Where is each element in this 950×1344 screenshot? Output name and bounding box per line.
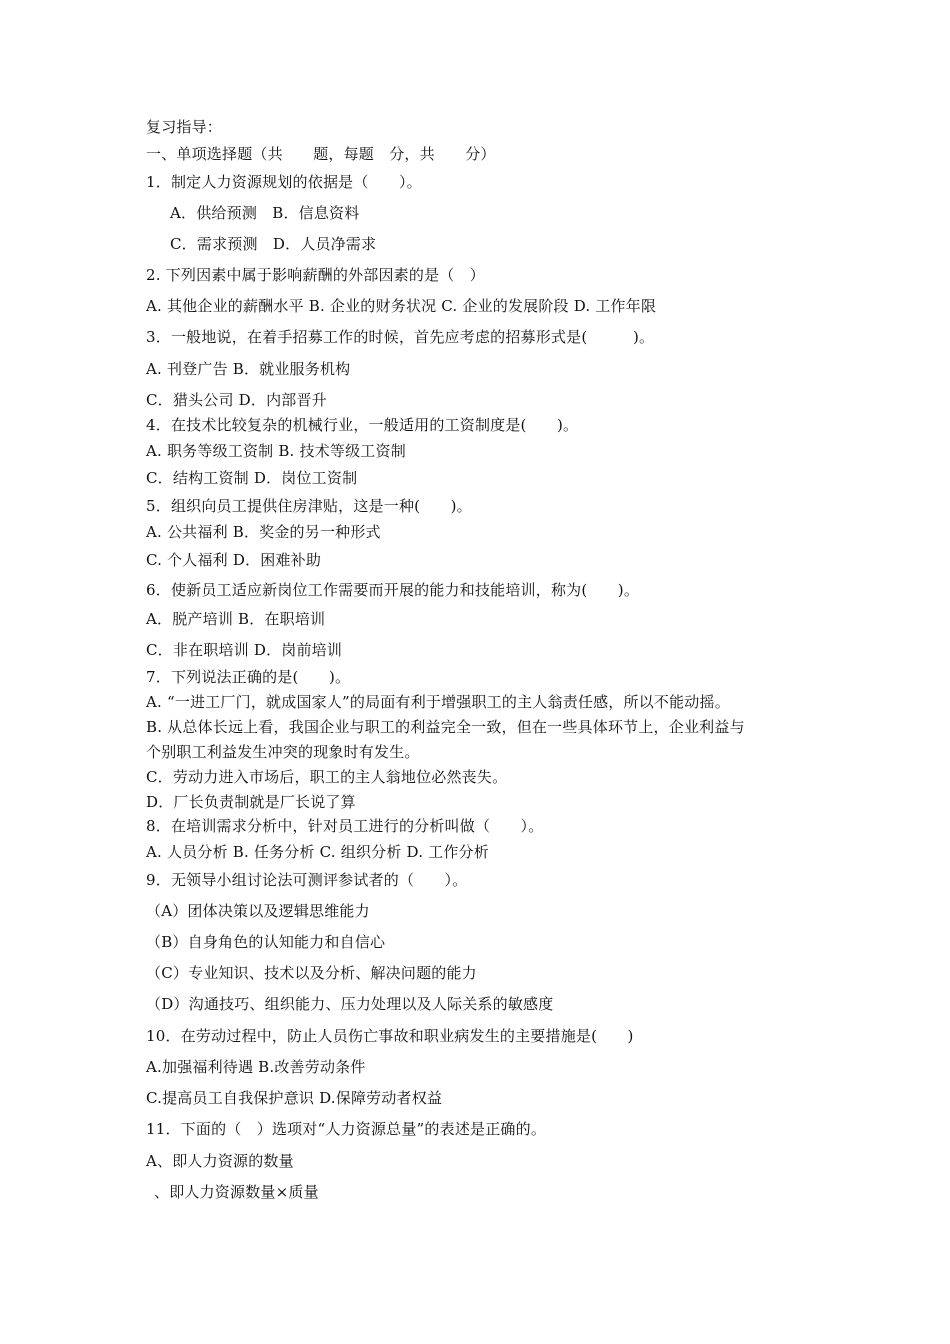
section-title: 一、单项选择题（共 题，每题 分，共 分） bbox=[146, 145, 496, 163]
question-7-option-d: D．厂长负责制就是厂长说了算 bbox=[146, 793, 356, 811]
question-9: 9．无领导小组讨论法可测评参试者的（ ）。 bbox=[146, 871, 468, 889]
question-11: 11．下面的（ ）选项对“人力资源总量”的表述是正确的。 bbox=[146, 1120, 547, 1138]
question-7-option-c: C．劳动力进入市场后，职工的主人翁地位必然丧失。 bbox=[146, 768, 508, 786]
question-11-option-b: 、即人力资源数量×质量 bbox=[154, 1183, 319, 1201]
question-9-option-a: （A）团体决策以及逻辑思维能力 bbox=[146, 902, 370, 920]
question-10-options-ab: A.加强福利待遇 B.改善劳动条件 bbox=[146, 1058, 366, 1076]
document-heading: 复习指导： bbox=[146, 118, 223, 136]
question-1-options-ab: A．供给预测 B．信息资料 bbox=[170, 204, 360, 222]
question-3-options-cd: C．猎头公司 D．内部晋升 bbox=[146, 391, 327, 409]
question-1-options-cd: C．需求预测 D．人员净需求 bbox=[170, 235, 377, 253]
question-9-option-b: （B）自身角色的认知能力和自信心 bbox=[146, 933, 386, 951]
question-7-option-a: A. “一进工厂门，就成国家人”的局面有利于增强职工的主人翁责任感，所以不能动摇。 bbox=[146, 693, 730, 711]
question-9-option-c: （C）专业知识、技术以及分析、解决问题的能力 bbox=[146, 964, 477, 982]
question-7-option-b-continued: 个别职工利益发生冲突的现象时有发生。 bbox=[146, 743, 420, 761]
question-1: 1．制定人力资源规划的依据是（ ）。 bbox=[146, 173, 422, 191]
question-7-option-b: B. 从总体长远上看，我国企业与职工的利益完全一致，但在一些具体环节上，企业利益与 bbox=[146, 718, 745, 736]
question-3-options-ab: A. 刊登广告 B．就业服务机构 bbox=[146, 360, 351, 378]
question-6-options-cd: C．非在职培训 D．岗前培训 bbox=[146, 641, 343, 659]
question-10: 10．在劳动过程中，防止人员伤亡事故和职业病发生的主要措施是( ) bbox=[146, 1027, 634, 1045]
question-8: 8．在培训需求分析中，针对员工进行的分析叫做（ ）。 bbox=[146, 817, 544, 835]
question-8-options: A. 人员分析 B. 任务分析 C. 组织分析 D. 工作分析 bbox=[146, 843, 489, 861]
question-3: 3．一般地说，在着手招募工作的时候，首先应考虑的招募形式是( )。 bbox=[146, 328, 655, 346]
question-5: 5．组织向员工提供住房津贴，这是一种( )。 bbox=[146, 497, 472, 515]
question-9-option-d: （D）沟通技巧、组织能力、压力处理以及人际关系的敏感度 bbox=[146, 995, 554, 1013]
question-6: 6．使新员工适应新岗位工作需要而开展的能力和技能培训，称为( )。 bbox=[146, 581, 640, 599]
question-10-options-cd: C.提高员工自我保护意识 D.保障劳动者权益 bbox=[146, 1089, 443, 1107]
question-2: 2. 下列因素中属于影响薪酬的外部因素的是（ ） bbox=[146, 266, 485, 284]
question-5-options-ab: A. 公共福利 B．奖金的另一种形式 bbox=[146, 523, 381, 541]
question-7: 7．下列说法正确的是( )。 bbox=[146, 668, 351, 686]
question-5-options-cd: C. 个人福利 D．困难补助 bbox=[146, 551, 322, 569]
question-4: 4．在技术比较复杂的机械行业，一般适用的工资制度是( )。 bbox=[146, 416, 579, 434]
question-4-options-ab: A. 职务等级工资制 B. 技术等级工资制 bbox=[146, 442, 406, 460]
question-6-options-ab: A．脱产培训 B．在职培训 bbox=[146, 610, 326, 628]
question-4-options-cd: C．结构工资制 D．岗位工资制 bbox=[146, 469, 358, 487]
question-11-option-a: A、即人力资源的数量 bbox=[146, 1152, 294, 1170]
question-2-options: A. 其他企业的薪酬水平 B. 企业的财务状况 C. 企业的发展阶段 D. 工作年限 bbox=[146, 297, 657, 315]
